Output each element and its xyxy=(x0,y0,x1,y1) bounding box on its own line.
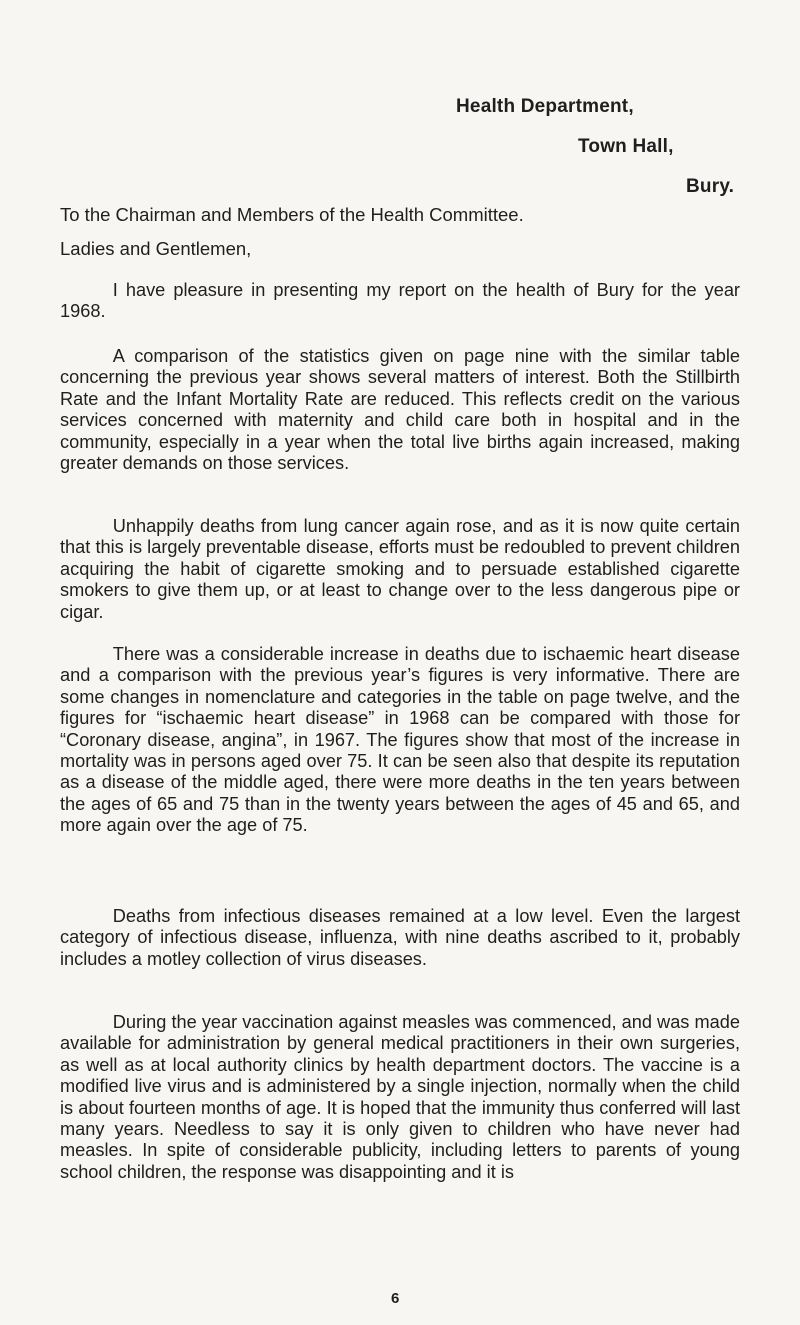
paragraph-heart-disease: There was a considerable increase in deaths due to ischaemic heart disease and a comparison with the previous year’s figures is very informative. There are some changes in nomenclature and categories in the table on page twelve, and the figures for “ischaemic heart disease” in 1968 can be compared with those for “Coronary disease, angina”, in 1967. The figures show that most of the increase in mortality was in persons aged over 75. It can be seen also that despite its reputation as a disease of the middle aged, there were more deaths in the ten years between the ages of 65 and 75 than in the twenty years between the ages of 45 and 65, and more again over the age of 75. xyxy=(60,644,740,836)
addressee-line: To the Chairman and Members of the Health Committee. xyxy=(60,204,524,225)
paragraph-intro: I have pleasure in presenting my report on the health of Bury for the year 1968. xyxy=(60,280,740,322)
greeting-line: Ladies and Gentlemen, xyxy=(60,238,252,259)
address-line-town: Bury. xyxy=(686,176,735,197)
address-line-building: Town Hall, xyxy=(578,136,674,157)
paragraph-lung-cancer: Unhappily deaths from lung cancer again rose, and as it is now quite certain that this is largely preventable disease, efforts must be redoubled to prevent children acquiring the habit of cigarette smoking and to persuade established cigarette smokers to give them up, or at least to change over to the less dangerous pipe or cigar. xyxy=(60,516,740,622)
page-number: 6 xyxy=(391,1290,400,1307)
address-line-department: Health Department, xyxy=(456,96,634,117)
paragraph-stillbirth: A comparison of the statistics given on page nine with the similar table concerning the previous year shows several matters of interest. Both the Stillbirth Rate and the Infant Mortality Rate are reduced. This reflects credit on the various services concerned with maternity and child care both in hospital and in the community, especially in a year when the total live births again increased, making greater demands on those services. xyxy=(60,346,740,474)
paragraph-measles: During the year vaccination against measles was commenced, and was made available for administration by general medical practitioners in their own surgeries, as well as at local authority clinics by health department doctors. The vaccine is a modified live virus and is administered by a single injection, normally when the child is about fourteen months of age. It is hoped that the immunity thus conferred will last many years. Needless to say it is only given to children who have never had measles. In spite of considerable publicity, including letters to parents of young school children, the response was disappointing and it is xyxy=(60,1012,740,1182)
paragraph-infectious: Deaths from infectious diseases remained at a low level. Even the largest category of infectious disease, influenza, with nine deaths ascribed to it, probably includes a motley collection of virus diseases. xyxy=(60,906,740,969)
